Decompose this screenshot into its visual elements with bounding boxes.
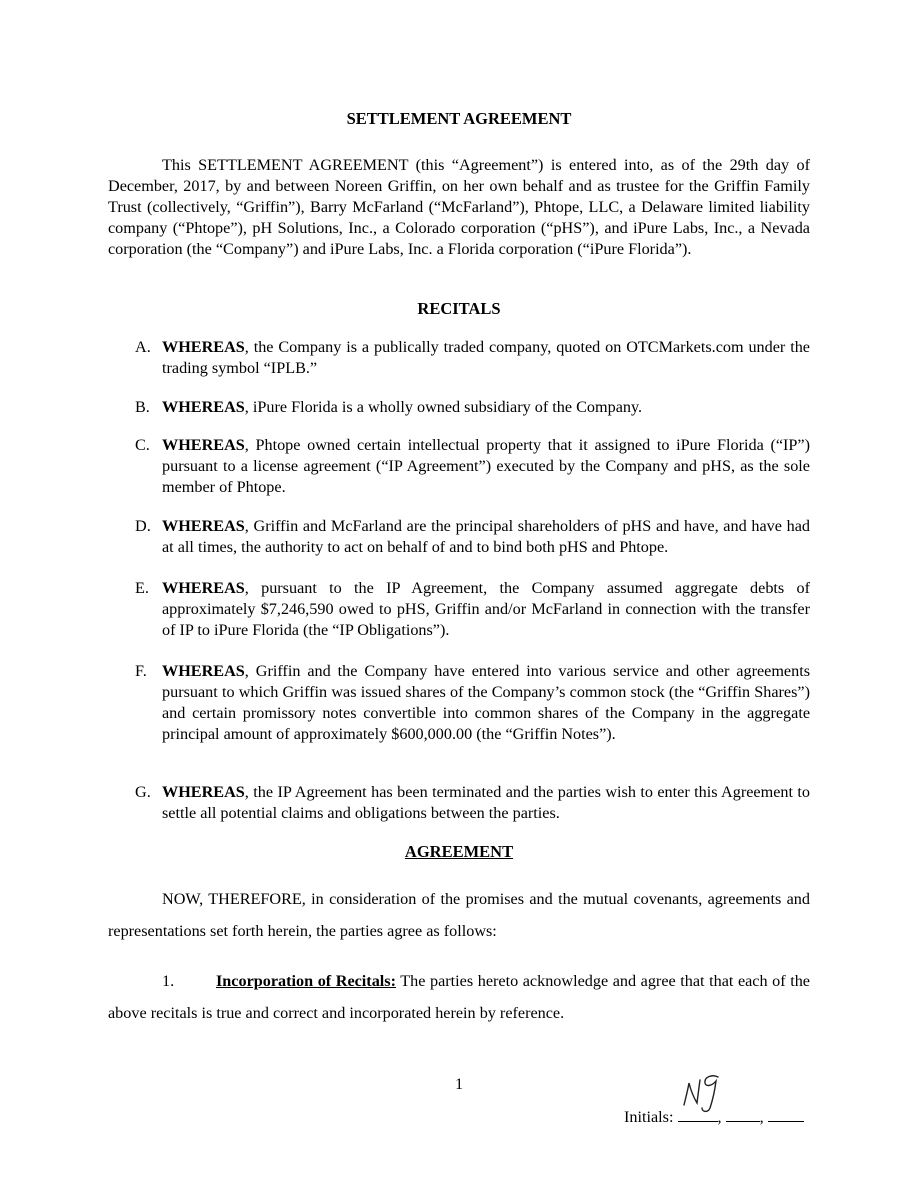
handwritten-initials-signature <box>682 1071 726 1115</box>
recital-a <box>135 337 810 379</box>
initials-label: Initials: <box>624 1108 674 1126</box>
initials-line <box>624 1103 804 1128</box>
initials-blank-3 <box>768 1103 804 1122</box>
recital-lead: WHEREAS <box>162 662 245 680</box>
recital-f <box>135 661 810 745</box>
recital-letter: D. <box>135 517 151 535</box>
initials-blank-2 <box>726 1103 760 1122</box>
initials-blank-1 <box>678 1103 718 1122</box>
recital-letter: C. <box>135 436 150 454</box>
recital-text: , iPure Florida is a wholly owned subsidiary of the Company. <box>244 398 643 416</box>
recital-e <box>135 578 810 641</box>
recital-letter: G. <box>135 783 151 801</box>
initials-separator: , <box>759 1108 764 1126</box>
now-therefore-paragraph: NOW, THEREFORE, in consideration of the promises and the mutual covenants, agreements and representations set forth herein, the parties agree as follows: <box>108 890 810 940</box>
recital-b <box>135 397 810 418</box>
section-text: The parties hereto acknowledge and agree that that each of the above recitals is true and correct and incorporated herein by reference. <box>108 972 810 1022</box>
recital-text: , the IP Agreement has been terminated and the parties wish to enter this Agreement to settle all potential claims and obligations between the parties. <box>162 783 810 822</box>
recital-text: , Griffin and McFarland are the principal shareholders of pHS and have, and have had at all times, the authority to act on behalf of and to bind both pHS and Phtope. <box>162 517 810 556</box>
recital-letter: A. <box>135 338 151 356</box>
page-number: 1 <box>454 1075 464 1093</box>
recital-lead: WHEREAS <box>162 398 245 416</box>
recital-lead: WHEREAS <box>162 338 245 356</box>
recital-letter: F. <box>135 662 147 680</box>
agreement-heading-text: AGREEMENT <box>404 842 514 861</box>
recital-text: , pursuant to the IP Agreement, the Company assumed aggregate debts of approximately $7,246,590 owed to pHS, Griffin and/or McFarland in connection with the transfer of IP to iPure Florida (the “IP Obligations”). <box>162 579 810 639</box>
recital-lead: WHEREAS <box>162 436 245 454</box>
recital-text: , Phtope owned certain intellectual property that it assigned to iPure Florida (“IP”) pursuant to a license agreement (“IP Agreement”) executed by the Company and pHS, as the sole member of Phtope. <box>162 436 810 496</box>
recital-text: , the Company is a publically traded company, quoted on OTCMarkets.com under the trading symbol “IPLB.” <box>162 338 810 377</box>
recitals-heading: RECITALS <box>417 299 501 318</box>
section-caption: Incorporation of Recitals: <box>216 972 396 990</box>
recital-letter: E. <box>135 579 149 597</box>
intro-paragraph: This SETTLEMENT AGREEMENT (this “Agreement”) is entered into, as of the 29th day of December, 2017, by and between Noreen Griffin, on her own behalf and as trustee for the Griffin Family Trust (collectively, “Griffin”), Barry McFarland (“McFarland”), Phtope, LLC, a Delaware limited liability company (“Phtope”), pH Solutions, Inc., a Colorado corporation (“pHS”), and iPure Labs, Inc., a Nevada corporation (the “Company”) and iPure Labs, Inc. a Florida corporation (“iPure Florida”). <box>108 156 810 258</box>
recital-g <box>135 782 810 824</box>
recital-lead: WHEREAS <box>162 517 245 535</box>
recital-c <box>135 435 810 498</box>
recital-letter: B. <box>135 398 150 416</box>
document-title: SETTLEMENT AGREEMENT <box>346 109 572 128</box>
recital-lead: WHEREAS <box>162 579 245 597</box>
agreement-heading <box>0 841 918 862</box>
recital-lead: WHEREAS <box>162 783 245 801</box>
recital-text: , Griffin and the Company have entered into various service and other agreements pursuant to which Griffin was issued shares of the Company’s common stock (the “Griffin Shares”) and certain promissory notes convertible into common shares of the Company in the aggregate principal amount of approximately $600,000.00 (the “Griffin Notes”). <box>162 662 810 743</box>
section-1-paragraph <box>108 966 810 1029</box>
section-number: 1. <box>162 972 175 990</box>
initials-separator: , <box>717 1108 722 1126</box>
recital-d <box>135 516 810 558</box>
